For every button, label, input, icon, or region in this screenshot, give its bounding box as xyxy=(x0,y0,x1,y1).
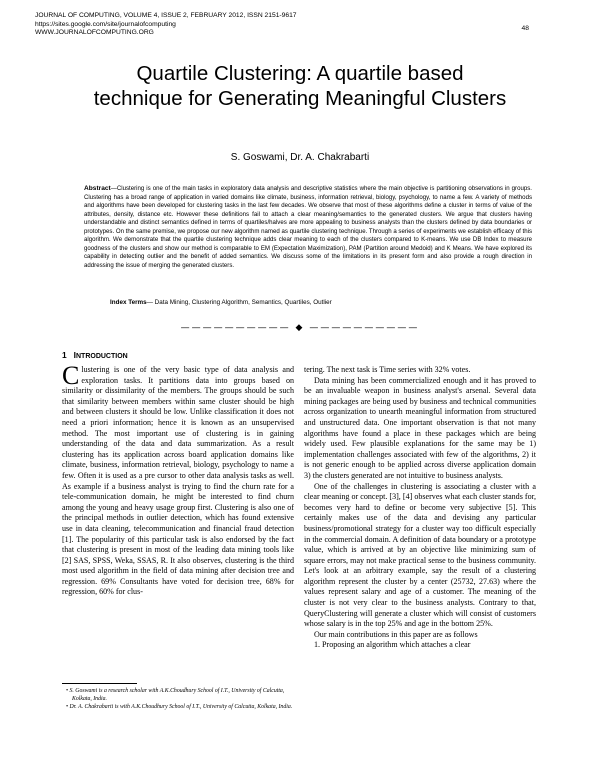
section-number: 1 xyxy=(62,350,67,360)
journal-website[interactable]: WWW.JOURNALOFCOMPUTING.ORG xyxy=(35,29,154,37)
journal-name: JOURNAL OF COMPUTING, VOLUME 4, ISSUE 2, FEBRUARY 2012, ISSN 2151-9617 xyxy=(35,12,297,19)
column-left xyxy=(62,361,294,598)
footnote-1: • S. Goswami is a research scholar with A.K.Choudhury School of I.T., University of Calcutta, Kolkata, India. xyxy=(66,688,285,702)
journal-header xyxy=(35,12,297,38)
intro-paragraph-3: Data mining has been commercialized enough and it has proved to be an invaluable weapon in business analyst's arsenal. Several data mining packages are being used by business and technical communities across organization to unearth meaningful information from structured and unstructured data. One important observation is that not many algorithms have found a place in these packages which are being widely used. Few plausible explanations for the same may be 1) implementation challenges associated with few of the algorithms, 2) it is not generic enough to be applied across diverse application domain 3) the clusters generated are not intuitive to business analysts. xyxy=(304,375,536,480)
intro-paragraph-2: tering. The next task is Time series with 32% votes. xyxy=(304,365,471,374)
section-separator: —————————— ◆ —————————— xyxy=(180,323,420,333)
abstract xyxy=(84,185,532,270)
index-terms xyxy=(110,299,530,306)
contribution-list-item-1: 1. Proposing an algorithm which attaches a clear xyxy=(314,640,471,650)
intro-paragraph-1 xyxy=(62,361,294,598)
abstract-text: Clustering is one of the main tasks in exploratory data analysis and descriptive statistics where the main objective is partitioning observations in groups. Clustering has a broad range of application in varied domains like climate, business, information retrieval, biology, psychology, to name a few. A variety of methods and algorithms have been developed for clustering tasks in the last few decades. We observe that most of these algorithms define a cluster in terms of value of the attributes, density, distance etc. However these definitions fail to attach a clear meaning/semantics to the generated clusters. We argue that clusters having understandable and distinct semantics defined in terms of quartiles/halves are more appealing to business analysts than the clusters defined by data boundaries or prototypes. On the same premise, we propose our new algorithm named as quartile clustering technique. Through a series of experiments we establish efficacy of this algorithm. We demonstrate that the quartile clustering technique adds clear meaning to each of the clusters compared to K-means. We use DB Index to measure goodness of the clusters and show our method is comparable to EM (Expectation Maximization), PAM (Partition around Medoid) and K Means. We have explored its capability in detecting outlier and the benefit of added semantics. We discuss some of the limitations in its present form and also provide a rough direction in addressing the issue of merging the generated clusters. xyxy=(84,185,532,269)
journal-url[interactable]: https://sites.google.com/site/journalofcomputing xyxy=(35,20,176,28)
authors: S. Goswami, Dr. A. Chakrabarti xyxy=(230,152,370,163)
footnote-rule xyxy=(62,683,137,684)
drop-cap: C xyxy=(62,361,80,390)
abstract-dash: — xyxy=(110,185,117,192)
index-terms-text: — Data Mining, Clustering Algorithm, Semantics, Quartiles, Outlier xyxy=(146,299,332,306)
intro-paragraph-1-text: lustering is one of the very basic type of data analysis and exploration tasks. It partitions data into groups based on similarity or dissimilarity of the members. The groups should be such that similarity between members within same cluster should be high and between clusters it should be low. Unlike classification it does not need a priori information; hence it is known as an unsupervised method. The most important use of clustering is in gaining understanding of the data and data summarization. As a result clustering has its application across board application domains like climate, business, information retrieval, biology, psychology to name a few. Often it is used as a pre cursor to other data analysis tasks as well. As example if a business analyst is trying to find the churn rate for a tele-communication domain, he might be interested to find churn among the young and heavy usage group first. Clustering is also one of the principal methods in outlier detection, which has found extensive use in data cleaning, telecommunication and financial fraud detection [1]. The popularity of this particular task is also endorsed by the fact that clustering is present in most of the leading data mining tools like [2] SAS, SPSS, Weka, SSAS, R. It also observes, clustering is the third most used algorithm in the field of data mining after decision tree and regression. 69% Consultants have voted for decision tree, 68% for regression, 60% for clus- xyxy=(62,365,294,597)
footnotes xyxy=(62,688,294,711)
paper-title xyxy=(0,61,600,111)
section-title-initial: I xyxy=(73,350,76,360)
abstract-label: Abstract xyxy=(84,185,111,192)
section-title-rest: NTRODUCTION xyxy=(75,353,128,360)
page-number: 48 xyxy=(521,25,529,32)
column-right xyxy=(304,365,536,651)
index-terms-label: Index Terms xyxy=(110,299,147,306)
section-heading xyxy=(62,350,128,360)
intro-paragraph-5: Our main contributions in this paper are as follows xyxy=(314,629,478,639)
intro-paragraph-4: One of the challenges in clustering is associating a cluster with a clear meaning or concept. [3], [4] observes what each cluster stands for, becomes very hard to define or become very subjective [5]. This certainly makes use of the data and devising any particular business/promotional strategy for a cluster way too difficult especially in the commercial domain. A definition of data boundary or a prototype value, which is arrived at by an objective like minimizing sum of square errors, may not make practical sense to the business community. Let's look at an arbitrary example, say the result of a clustering algorithm represent the cluster by a center (25732, 27.63) where the values represent salary and age of a customer. The meaning of the cluster is not very clear to the business analysts. Contrary to that, QueryClustering will generate a cluster which will consist of customers whose salary is in the top 25% and age in the bottom 25%. xyxy=(304,481,536,629)
title-line-2: technique for Generating Meaningful Clusters xyxy=(93,87,507,110)
footnote-2: • Dr. A. Chakrabarti is with A.K.Choudhury School of I.T., University of Calcutta, Kolkata, India. xyxy=(66,703,293,710)
title-line-1: Quartile Clustering: A quartile based xyxy=(136,62,464,85)
